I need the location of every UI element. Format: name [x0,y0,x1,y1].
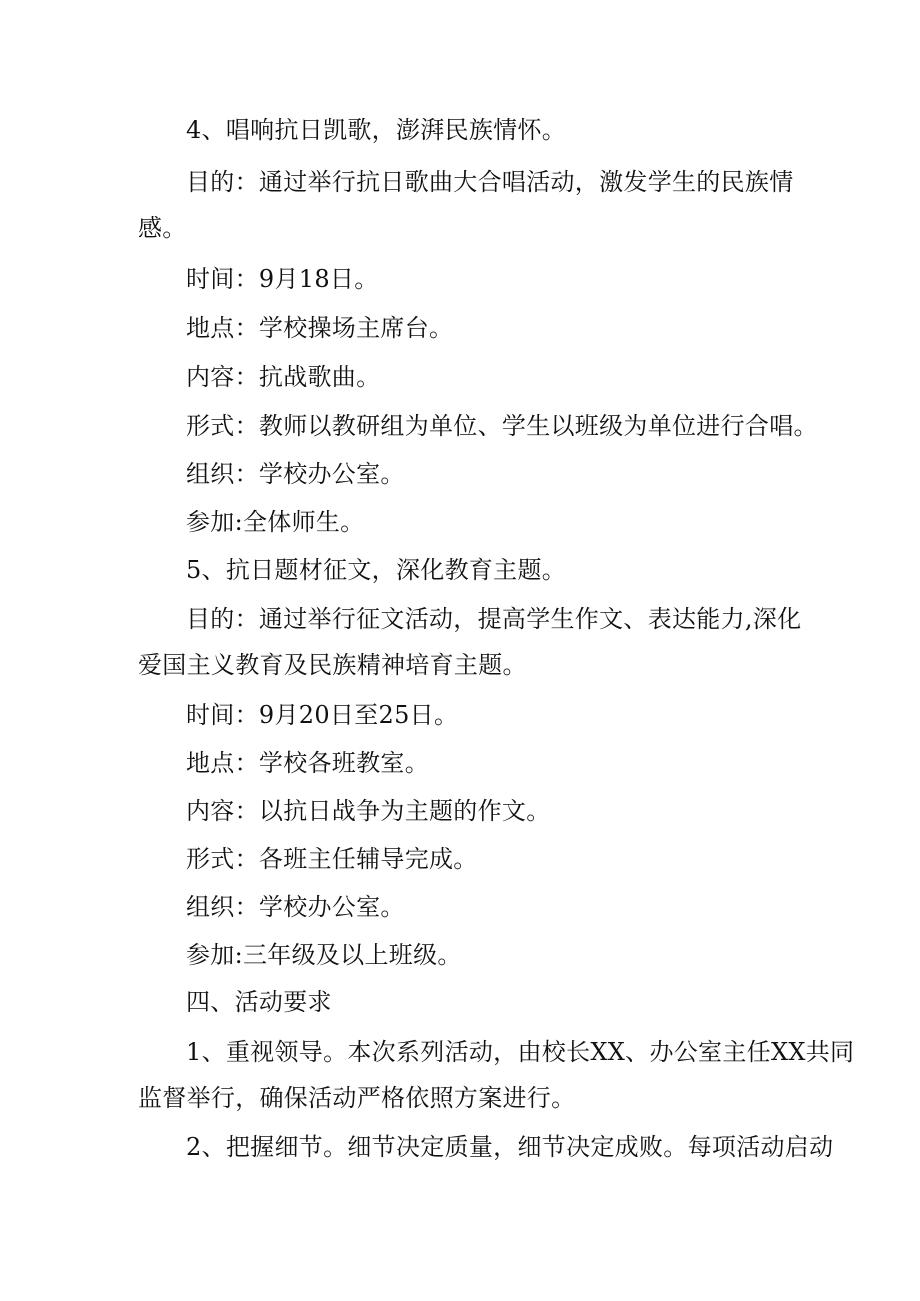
text-line: 目的：通过举行征文活动，提高学生作文、表达能力,深化 [186,605,802,633]
paragraph-content-1 [138,354,798,400]
text-line: 组织：学校办公室。 [186,893,405,921]
text-line: 内容：以抗日战争为主题的作文。 [186,797,551,825]
text-line: 目的：通过举行抗日歌曲大合唱活动，激发学生的民族情 [186,168,794,196]
paragraph-section-requirements-heading [138,979,798,1025]
paragraph-time-2 [138,692,798,738]
text-line: 2、把握细节。细节决定质量，细节决定成败。每项活动启动 [186,1133,834,1161]
paragraph-form-2 [138,836,798,882]
text-line: 形式：教师以教研组为单位、学生以班级为单位进行合唱。 [186,412,818,440]
text-line: 地点：学校操场主席台。 [186,314,454,342]
text-line: 参加:三年级及以上班级。 [186,941,462,969]
paragraph-section-4-title [138,107,798,153]
paragraph-form-1 [138,403,818,449]
paragraph-participants-1 [138,499,798,545]
text-line: 监督举行，确保活动严格依照方案进行。 [138,1084,576,1112]
text-line: 组织：学校办公室。 [186,460,405,488]
text-line: 4、唱响抗日凯歌，澎湃民族情怀。 [186,116,567,144]
paragraph-purpose-2 [138,596,802,688]
text-line: 形式：各班主任辅导完成。 [186,845,478,873]
paragraph-organizer-1 [138,451,798,497]
paragraph-location-1 [138,305,798,351]
paragraph-content-2 [138,788,798,834]
paragraph-participants-2 [138,932,798,978]
text-line: 时间：9月20日至25日。 [186,701,459,729]
text-line: 内容：抗战歌曲。 [186,363,381,391]
paragraph-requirement-2 [138,1124,834,1170]
text-line: 地点：学校各班教室。 [186,749,429,777]
paragraph-requirement-1 [138,1029,855,1121]
text-line: 感。 [138,214,187,242]
text-line: 1、重视领导。本次系列活动，由校长XX、办公室主任XX共同 [186,1038,855,1066]
paragraph-section-5-title [138,547,798,593]
text-line: 5、抗日题材征文，深化教育主题。 [186,556,567,584]
text-line: 参加:全体师生。 [186,508,365,536]
paragraph-organizer-2 [138,884,798,930]
text-line: 四、活动要求 [186,988,332,1016]
paragraph-time-1 [138,256,798,302]
text-line: 时间：9月18日。 [186,265,379,293]
text-line: 爱国主义教育及民族精神培育主题。 [138,651,527,679]
paragraph-location-2 [138,740,798,786]
paragraph-purpose-1 [138,159,798,251]
